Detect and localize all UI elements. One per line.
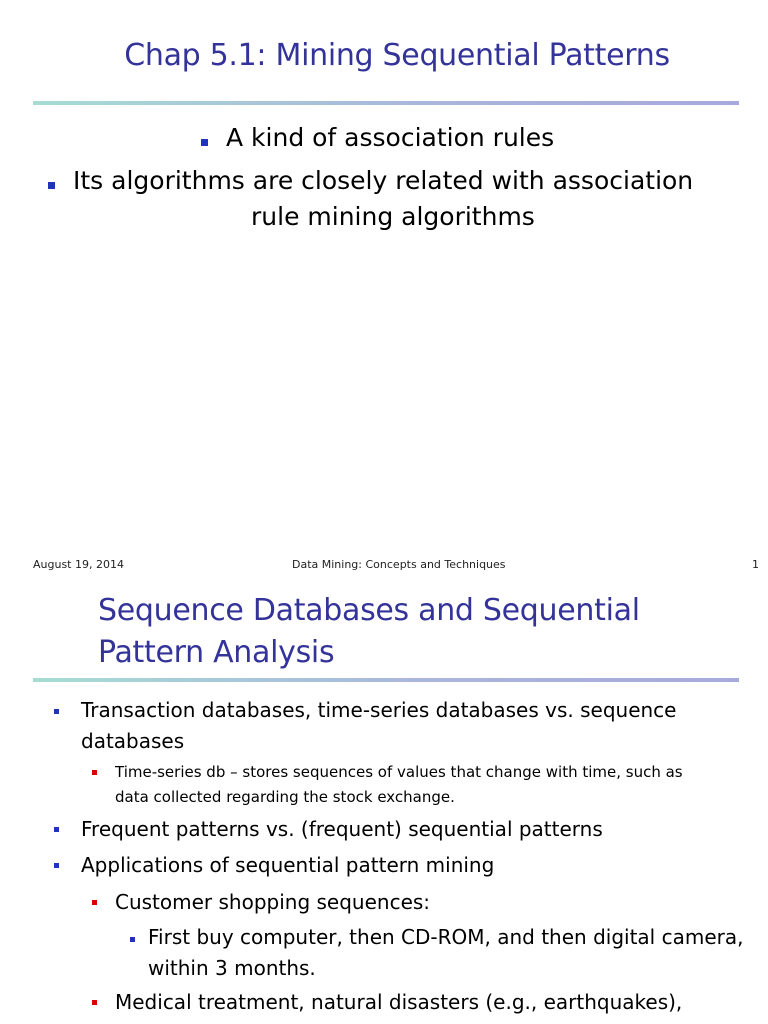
bullet-icon xyxy=(54,709,59,714)
bullet-text: Frequent patterns vs. (frequent) sequential patterns xyxy=(81,817,603,841)
bullet-icon xyxy=(54,863,59,868)
sub-bullet-text: Medical treatment, natural disasters (e.g., earthquakes), xyxy=(115,990,683,1014)
slide-2 xyxy=(0,582,768,1024)
footer-date: August 19, 2014 xyxy=(33,558,124,571)
sub-sub-bullet-text: First buy computer, then CD-ROM, and then digital camera, xyxy=(148,925,744,949)
sub-bullet-text: Customer shopping sequences: xyxy=(115,890,431,914)
sub-sub-bullet-icon xyxy=(130,937,135,942)
sub-bullet-icon xyxy=(92,770,97,775)
sub-sub-bullet-text-continued: within 3 months. xyxy=(148,956,316,980)
bullet-icon xyxy=(201,139,208,146)
slide-2-title-line-1: Sequence Databases and Sequential xyxy=(98,593,640,628)
bullet-text: Its algorithms are closely related with association xyxy=(73,166,694,195)
bullet-text-continued: databases xyxy=(81,729,185,753)
title-divider xyxy=(33,101,739,105)
page-number: 1 xyxy=(752,558,759,571)
sub-bullet-icon xyxy=(92,1000,97,1005)
bullet-text: A kind of association rules xyxy=(226,123,555,152)
title-divider xyxy=(33,678,739,682)
footer-title: Data Mining: Concepts and Techniques xyxy=(292,558,506,571)
slide-2-title xyxy=(98,590,640,674)
slide-1-title: Chap 5.1: Mining Sequential Patterns xyxy=(124,38,670,73)
sub-bullet-icon xyxy=(92,900,97,905)
sub-bullet-text-continued: data collected regarding the stock exchange. xyxy=(115,788,455,806)
bullet-text: Applications of sequential pattern mining xyxy=(81,853,495,877)
slide-2-title-line-2: Pattern Analysis xyxy=(98,635,335,670)
bullet-text: Transaction databases, time-series databases vs. sequence xyxy=(81,698,677,722)
bullet-icon xyxy=(54,827,59,832)
bullet-icon xyxy=(48,182,55,189)
bullet-text-continued: rule mining algorithms xyxy=(251,202,535,231)
sub-bullet-text: Time-series db – stores sequences of values that change with time, such as xyxy=(115,763,683,781)
